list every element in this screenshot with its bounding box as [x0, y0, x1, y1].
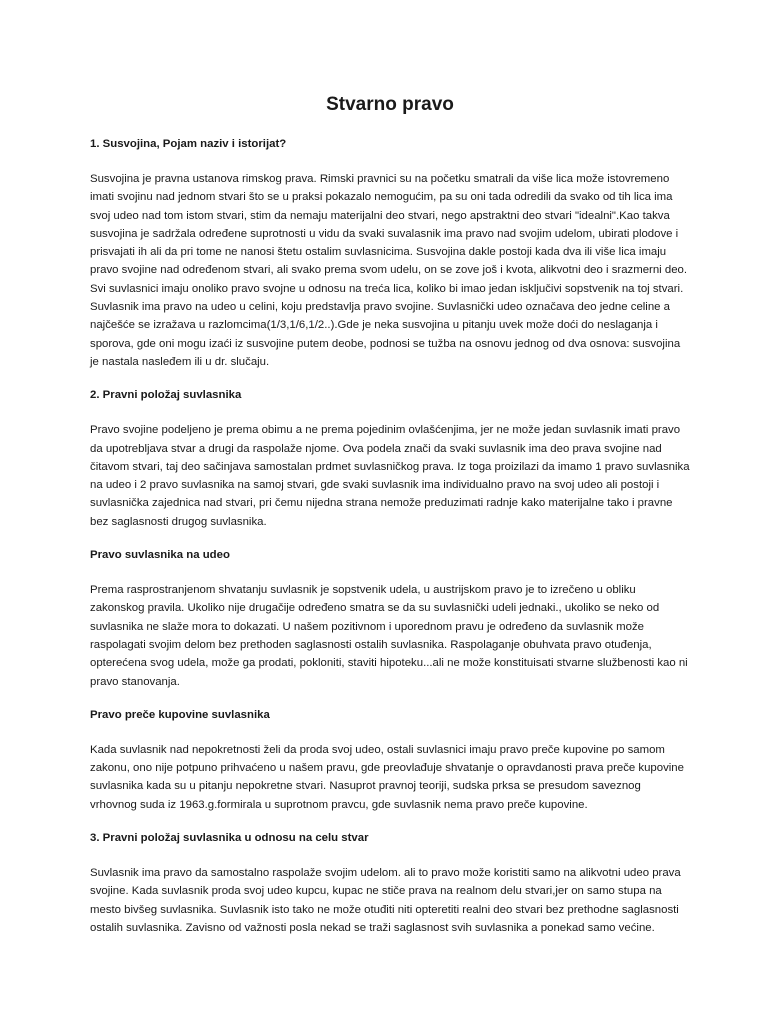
section-2 — [90, 387, 690, 531]
section-paragraph: Pravo svojine podeljeno je prema obimu a ne prema pojedinim ovlašćenjima, jer ne može jedan suvlasnik imati pravo da upotrebljava stvar a drugi da raspolaže njome. Ova podela znači da svaki suvlasnik ima deo prava svojine nad čitavom stvari, taj deo sačinjava samostalan prdmet suvlasničkog prava. Iz toga proizilazi da imamo 1 pravo suvlasnika na udeo i 2 pravo suvlasnika na samoj stvari, gde svaki suvlasnik ima individualno pravo na svoj udeo ali postoji i suvlasnička zajednica nad stvari, pri čemu nijedna strana nemože preduzimati radnje kako materijalne tako i pravne bez saglasnosti drugog suvlasnika. — [90, 424, 690, 528]
section-paragraph: Prema rasprostranjenom shvatanju suvlasnik je sopstvenik udela, u austrijskom pravo je to izrečeno u obliku zakonskog pravila. Ukoliko nije drugačije određeno smatra se da su suvlasnički udeli jednaki., ukoliko se neko od suvlasnika ne slaže mora to dokazati. U našem pozitivnom i uporednom pravu je određeno da suvlasnik može raspolagati svojim delom bez prethoden saglasnosti ostalih suvlasnika. Raspolaganje obuhvata pravo otuđenja, opterećena svog udela, može ga prodati, pokloniti, staviti hipoteku...ali ne može konstituisati stvarne službenosti kao ni pravo stanovanja. — [90, 584, 688, 688]
section-5 — [90, 830, 690, 937]
section-paragraph: Suvlasnik ima pravo da samostalno raspolaže svojim udelom. ali to pravo može koristiti samo na alikvotni udeo prava svojine. Kada suvlasnik proda svoj udeo kupcu, kupac ne stiče prava na realnom delu stvari,jer on samo stupa na mesto bivšeg suvlasnika. Suvlasnik isto tako ne može otuđiti niti opteretiti realni deo stvari bez prethodne saglasnosti ostalih suvlasnika. Zavisno od važnosti posla nekad se traži saglasnost svih suvlasnika a ponekad samo većine. — [90, 867, 681, 934]
document-page — [90, 92, 690, 953]
section-paragraph: Susvojina je pravna ustanova rimskog prava. Rimski pravnici su na početku smatrali da više lica može istovremeno imati svojinu nad jednom stvari što se u praksi pokazalo nemogućim, pa su oni tada odredili da svako od tih lica ima svoj udeo nad tom istom stvari, stim da nemaju materijalni deo stvari, nego apstraktni deo stvari "idealni".Kao takva susvojina je sadržala određene suprotnosti u vidu da svaki suvalasnik ima pravo nad svojim udelom, ubirati plodove i prisvajati ih ali da pri tome ne nanosi štetu ostalim suvlasnicima. Susvojina dakle postoji kada dva ili više lica imaju pravo svojine nad određenom stvari, ali svako prema svom udelu, on se zove još i kvota, alikvotni deo i srazmerni deo. Svi suvlasnici imaju onoliko pravo svojne u odnosu na treća lica, koliko bi imao jedan isključivi sopstvenik na toj stvari. Suvlasnik ima pravo na udeo u celini, koju predstavlja pravo svojine. Suvlasnički udeo označava deo jedne celine a najčešće se izražava u razlomcima(1/3,1/6,1/2..).Gde je neka susvojina u pitanju uvek može doći do neslaganja i sporova, gde oni mogu izaći iz susvojine putem deobe, podnosi se tužba na osnovu jednog od dva osnova: susvojina je nastala nasleđem ili u dr. slučaju. — [90, 173, 688, 368]
section-heading: 2. Pravni položaj suvlasnika — [90, 389, 242, 402]
section-3 — [90, 547, 690, 691]
section-paragraph: Kada suvlasnik nad nepokretnosti želi da proda svoj udeo, ostali suvlasnici imaju pravo preče kupovine po samom zakonu, ono nije potpuno prihvaćeno u našem pravu, gde preovlađuje shvatanje o opravdanosti prava preče kupovine suvlasnika kada su u pitanju nepokretne stvari. Nasuprot pravnoj teoriji, sudska prksa se presudom saveznog vrhovnog suda iz 1963.g.formirala u suprotnom pravcu, gde suvlasnik nema pravo preče kupovine. — [90, 743, 684, 811]
section-heading: Pravo suvlasnika na udeo — [90, 549, 230, 562]
section-1 — [90, 136, 690, 371]
section-4 — [90, 707, 690, 814]
document-title: Stvarno pravo — [326, 94, 454, 115]
section-heading: Pravo preče kupovine suvlasnika — [90, 708, 270, 721]
section-heading: 1. Susvojina, Pojam naziv i istorijat? — [90, 138, 287, 150]
section-heading: 3. Pravni položaj suvlasnika u odnosu na celu stvar — [90, 832, 369, 845]
